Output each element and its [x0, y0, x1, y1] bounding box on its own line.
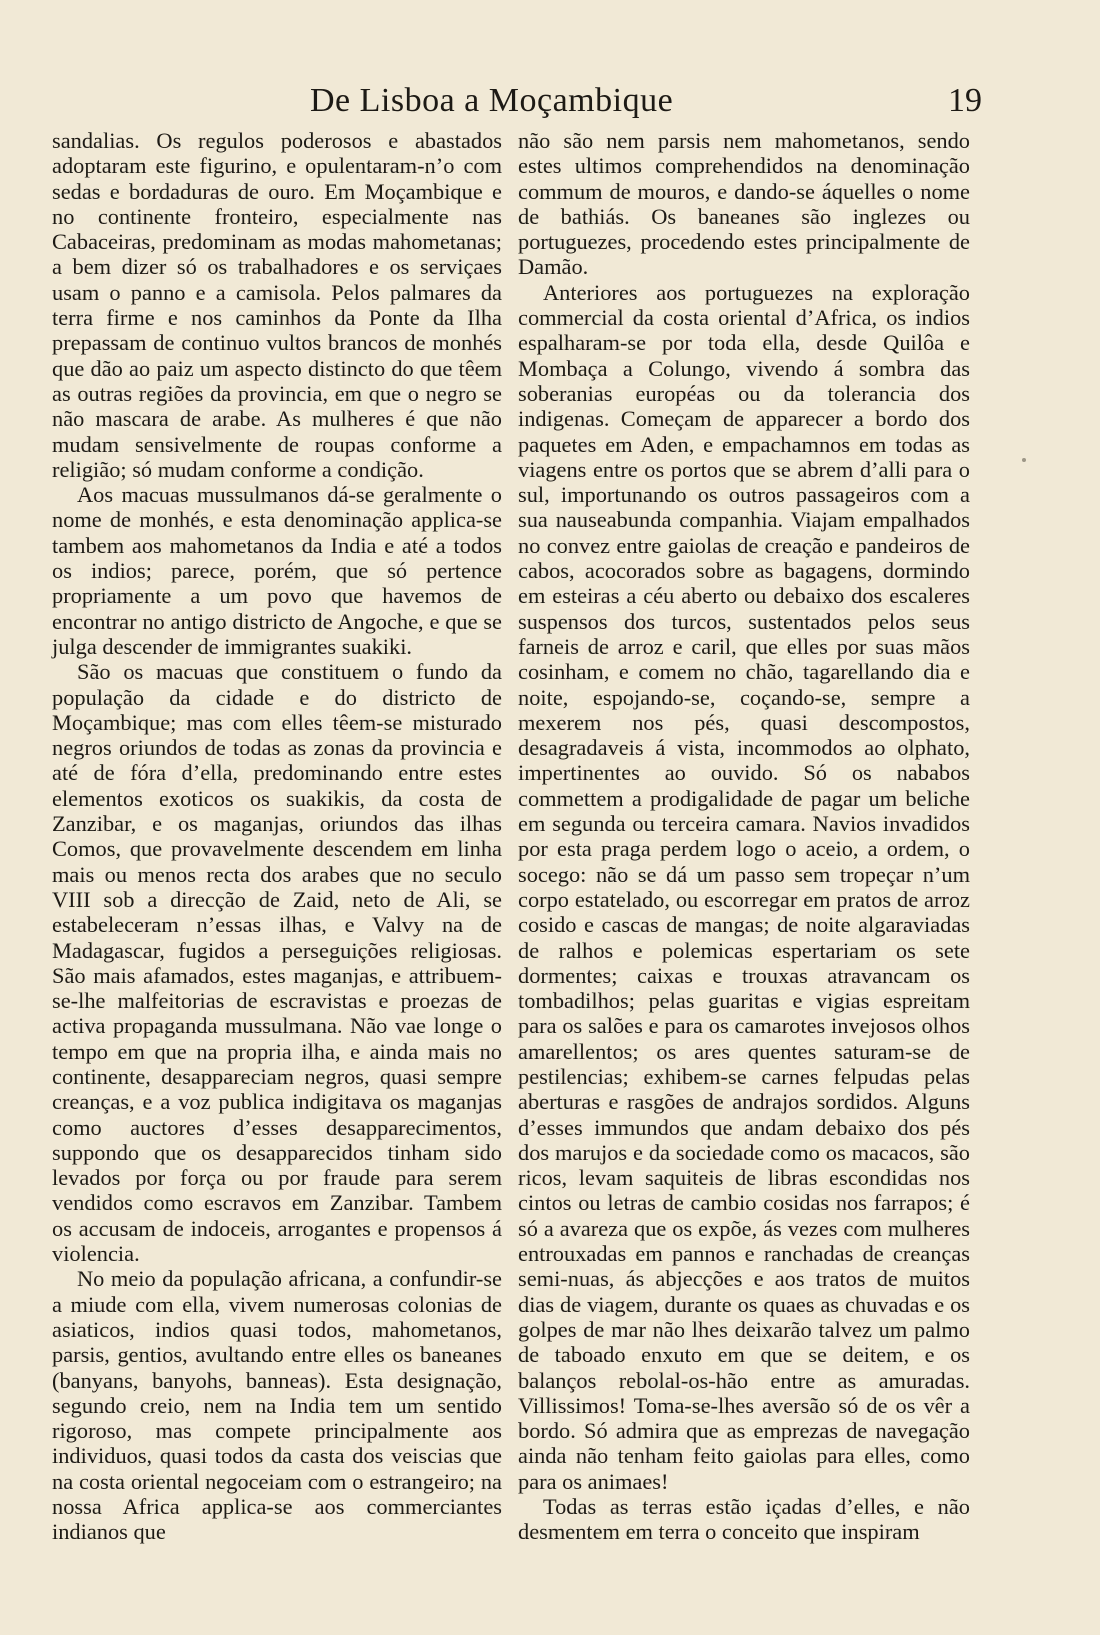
running-title: De Lisboa a Moçambique [310, 82, 674, 119]
page-number: 19 [948, 82, 982, 119]
paragraph: Todas as terras estão içadas d’elles, e não desmentem em terra o conceito que inspiram [518, 1494, 970, 1545]
paragraph: São os macuas que constituem o fundo da população da cidade e do districto de Moçambique; mas com elles têem-se misturado negros oriundos de todas as zonas da provincia e até de fóra d’ella, predominando entre estes elementos exoticos os suakikis, da costa de Zanzibar, e os maganjas, oriundos das ilhas Comos, que provavelmente descendem em linha mais ou menos recta dos arabes que no seculo VIII sob a direcção de Zaid, neto de Ali, se estabeleceram n’essas ilhas, e Valvy na de Madagascar, fugidos a perseguições religiosas. São mais afamados, estes maganjas, e attribuem-se-lhe malfeitorias de escravistas e proezas de activa propaganda mussulmana. Não vae longe o tempo em que na propria ilha, e ainda mais no continente, desappareciam negros, quasi sempre creanças, e a voz publica indigitava os maganjas como auctores d’esses desapparecimentos, suppondo que os desapparecidos tinham sido levados por força ou por fraude para serem vendidos como escravos em Zanzibar. Tambem os accusam de indoceis, arrogantes e propensos á violencia. [52, 659, 502, 1267]
running-head [300, 80, 982, 124]
paragraph: Aos macuas mussulmanos dá-se geralmente o nome de monhés, e esta denominação applica-se tambem aos mahometanos da India e até a todos os indios; parece, porém, que só pertence propriamente a um povo que havemos de encontrar no antigo districto de Angoche, e que se julga descender de immigrantes suakiki. [52, 482, 502, 659]
paragraph: não são nem parsis nem mahometanos, sendo estes ultimos comprehendidos na denominação commum de mouros, e dando-se áquelles o nome de bathiás. Os baneanes são inglezes ou portuguezes, procedendo estes principalmente de Damão. [518, 128, 970, 280]
left-column [52, 128, 502, 1545]
right-column [518, 128, 970, 1545]
paragraph: sandalias. Os regulos poderosos e abastados adoptaram este figurino, e opulentaram-n’o com sedas e bordaduras de ouro. Em Moçambique e no continente fronteiro, especialmente nas Cabaceiras, predominam as modas mahometanas; a bem dizer só os trabalhadores e os serviçaes usam o panno e a camisola. Pelos palmares da terra firme e nos caminhos da Ponte da Ilha prepassam de continuo vultos brancos de monhés que dão ao paiz um aspecto distincto do que têem as outras regiões da provincia, em que o negro se não mascara de arabe. As mulheres é que não mudam sensivelmente de roupas conforme a religião; só mudam conforme a condição. [52, 128, 502, 482]
paragraph: No meio da população africana, a confundir-se a miude com ella, vivem numerosas colonias de asiaticos, indios quasi todos, mahometanos, parsis, gentios, avultando entre elles os baneanes (banyans, banyohs, banneas). Esta designação, segundo creio, nem na India tem um sentido rigoroso, mas compete principalmente aos individuos, quasi todos da casta dos veiscias que na costa oriental negoceiam com o estrangeiro; na nossa Africa applica-se aos commerciantes indianos que [52, 1266, 502, 1545]
ink-speck [1022, 458, 1026, 462]
paragraph: Anteriores aos portuguezes na exploração commercial da costa oriental d’Africa, os indios espalharam-se por toda ella, desde Quilôa e Mombaça a Colungo, vivendo á sombra das soberanias européas ou da tolerancia dos indigenas. Começam de apparecer a bordo dos paquetes em Aden, e empachamnos em todas as viagens entre os portos que se abrem d’alli para o sul, importunando os outros passageiros com a sua nauseabunda companhia. Viajam empalhados no convez entre gaiolas de creação e pandeiros de cabos, acocorados sobre as bagagens, dormindo em esteiras a céu aberto ou debaixo dos escaleres suspensos dos turcos, sustentados pelos seus farneis de arroz e caril, que elles por suas mãos cosinham, e comem no chão, tagarellando dia e noite, espojando-se, coçando-se, sempre a mexerem nos pés, quasi descompostos, desagradaveis á vista, incommodos ao olphato, impertinentes ao ouvido. Só os nababos commettem a prodigalidade de pagar um beliche em segunda ou terceira camara. Navios invadidos por esta praga perdem logo o aceio, a ordem, o socego: não se dá um passo sem tropeçar n’um corpo estatelado, ou escorregar em pratos de arroz cosido e cascas de mangas; de noite algaraviadas de ralhos e polemicas espertariam os sete dormentes; caixas e trouxas atravancam os tombadilhos; pelas guaritas e vigias espreitam para os salões e para os camarotes invejosos olhos amarellentos; os ares quentes saturam-se de pestilencias; exhibem-se carnes felpudas pelas aberturas e rasgões de andrajos sordidos. Alguns d’esses immundos que andam debaixo dos pés dos marujos e da sociedade como os macacos, são ricos, levam saquiteis de libras escondidas nos cintos ou letras de cambio cosidas nos farrapos; é só a avareza que os expõe, ás vezes com mulheres entrouxadas em pannos e ranchadas de creanças semi-nuas, ás abjecções e aos tratos de muitos dias de viagem, durante os quaes as chuvadas e os golpes de mar não lhes deixarão talvez um palmo de taboado enxuto em que se deitem, e os balanços rebolal-os-hão entre as amuradas. Villissimos! Toma-se-lhes aversão só de os vêr a bordo. Só admira que as emprezas de navegação ainda não tenham feito gaiolas para elles, como para os animaes! [518, 279, 970, 1494]
